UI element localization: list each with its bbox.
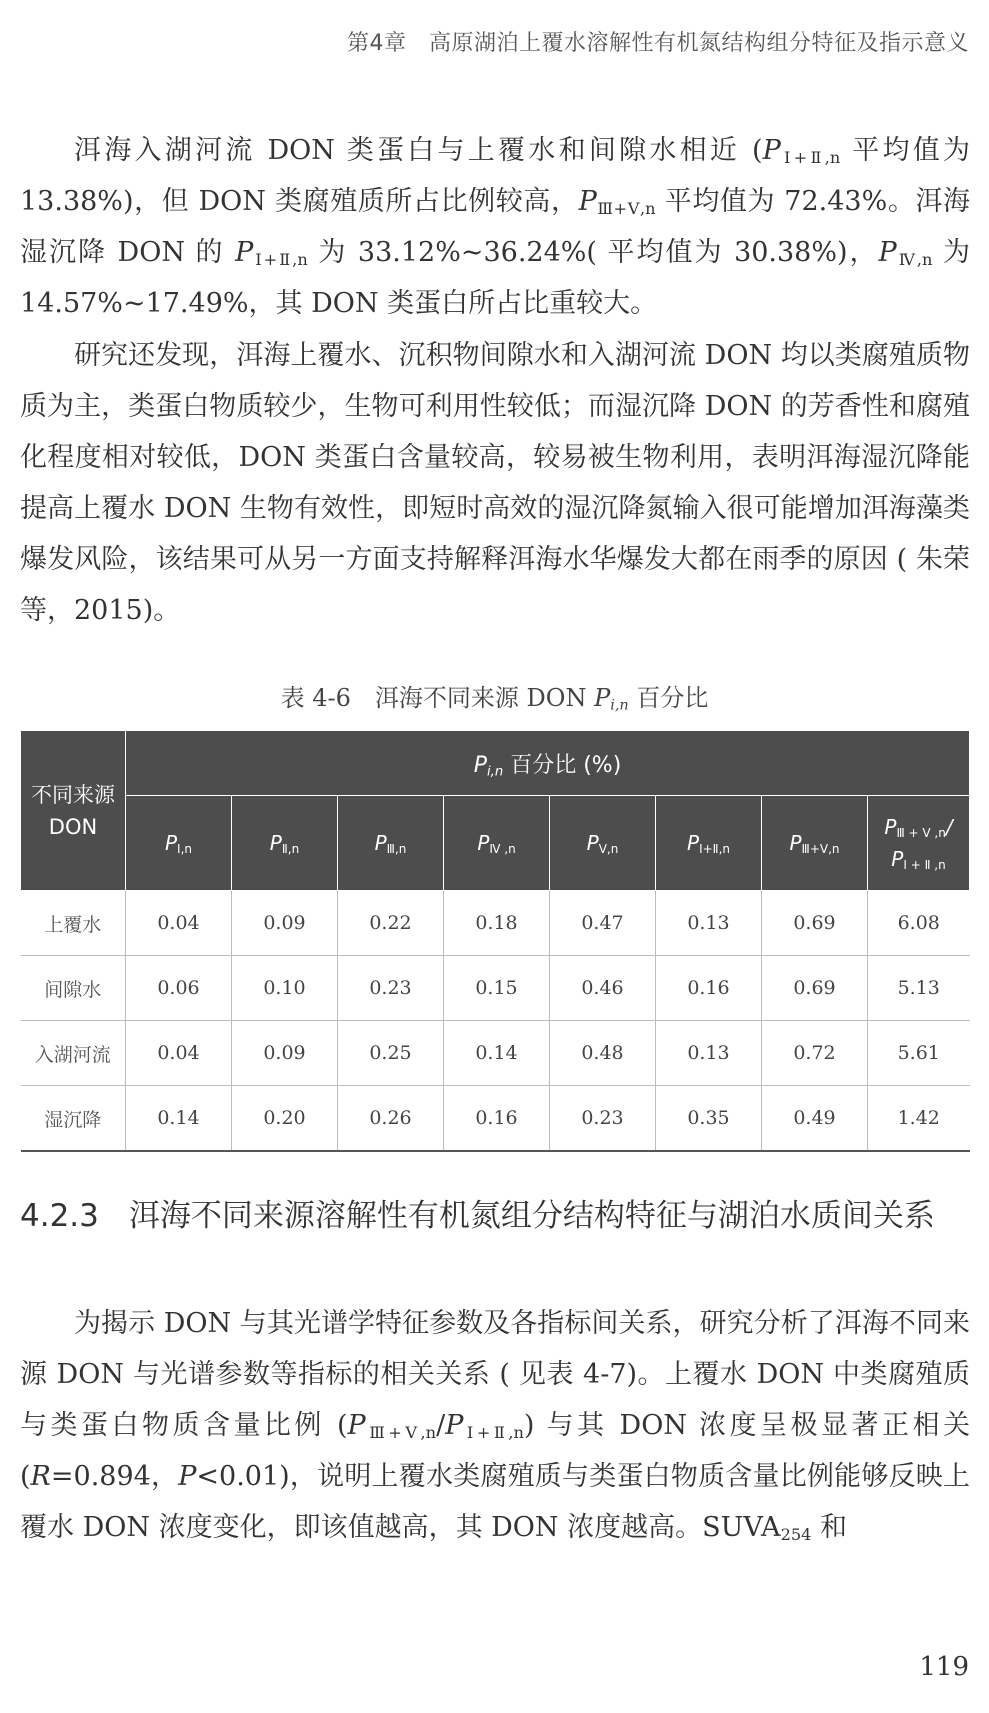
running-head: 第4章 高原湖泊上覆水溶解性有机氮结构组分特征及指示意义	[347, 31, 969, 56]
value-cell: 0.69	[762, 891, 868, 956]
col-header: $P_{Ⅲ+Ⅴ,n}$	[762, 796, 868, 891]
paragraph-3: 为揭示 DON 与其光谱学特征参数及各指标间关系，研究分析了洱海不同来源 DON 与光谱参数等指标的相关关系 ( 见表 4-7)。上覆水 DON 中类腐殖质与类蛋白物质含量比例 $(P_{Ⅲ+Ⅴ,n}/P_{Ⅰ+Ⅱ,n})$ 与其 DON 浓度呈极显著正相关 (R=0.894，P<0.01)，说明上覆水类腐殖质与类蛋白物质含量比例能够反映上覆水 DON 浓度变化，即该值越高，其 DON 浓度越高。$SUVA_{254}$ 和	[20, 1308, 970, 1545]
group-header: $P_{i,n}$ 百分比 (%)	[126, 731, 970, 796]
source-cell: 上覆水	[21, 891, 126, 956]
value-cell: 0.13	[656, 1021, 762, 1086]
table-caption: 表 4-6 洱海不同来源 DON $P_{i,n}$ 百分比	[280, 684, 709, 714]
value-cell: 5.61	[868, 1021, 970, 1086]
value-cell: 0.14	[444, 1021, 550, 1086]
value-cell: 0.35	[656, 1086, 762, 1152]
col-header: $P_{Ⅰ,n}$	[126, 796, 232, 891]
value-cell: 0.20	[232, 1086, 338, 1152]
paragraph-1: 洱海入湖河流 DON 类蛋白与上覆水和间隙水相近 ($P_{Ⅰ+Ⅱ,n}$ 平均值为 13.38%)，但 DON 类腐殖质所占比例较高，$P_{Ⅲ+Ⅴ,n}$ 平均值为 72.43%。洱海湿沉降 DON 的 $P_{Ⅰ+Ⅱ,n}$ 为 33.12%~36.24%( 平均值为 30.38%)，$P_{Ⅳ,n}$ 为 14.57%~17.49%，其 DON 类蛋白所占比重较大。	[20, 135, 971, 319]
value-cell: 5.13	[868, 956, 970, 1021]
col-header: $P_{Ⅳ ,n}$	[444, 796, 550, 891]
source-cell: 间隙水	[21, 956, 126, 1021]
value-cell: 0.22	[338, 891, 444, 956]
value-cell: 0.26	[338, 1086, 444, 1152]
value-cell: 0.16	[656, 956, 762, 1021]
col-header: $P_{Ⅱ,n}$	[232, 796, 338, 891]
percentage-table	[20, 730, 970, 1152]
table-row	[21, 1086, 970, 1152]
section-heading: 4.2.3 洱海不同来源溶解性有机氮组分结构特征与湖泊水质间关系	[20, 1198, 935, 1234]
source-cell: 湿沉降	[21, 1086, 126, 1152]
value-cell: 0.25	[338, 1021, 444, 1086]
value-cell: 0.48	[550, 1021, 656, 1086]
row-header: 不同来源 DON	[21, 731, 126, 891]
ratio-col-header: $P_{Ⅲ + Ⅴ ,n}/$ $P_{Ⅰ + Ⅱ ,n}$	[868, 796, 970, 891]
value-cell: 0.09	[232, 1021, 338, 1086]
value-cell: 0.72	[762, 1021, 868, 1086]
value-cell: 0.14	[126, 1086, 232, 1152]
value-cell: 0.49	[762, 1086, 868, 1152]
value-cell: 1.42	[868, 1086, 970, 1152]
value-cell: 0.18	[444, 891, 550, 956]
col-header: $P_{Ⅰ+Ⅱ,n}$	[656, 796, 762, 891]
value-cell: 0.10	[232, 956, 338, 1021]
value-cell: 0.04	[126, 891, 232, 956]
col-header: $P_{Ⅲ,n}$	[338, 796, 444, 891]
page-number: 119	[919, 1652, 969, 1682]
table-row	[21, 956, 970, 1021]
table-row	[21, 1021, 970, 1086]
value-cell: 0.04	[126, 1021, 232, 1086]
value-cell: 0.16	[444, 1086, 550, 1152]
value-cell: 0.06	[126, 956, 232, 1021]
value-cell: 0.69	[762, 956, 868, 1021]
value-cell: 0.47	[550, 891, 656, 956]
source-cell: 入湖河流	[21, 1021, 126, 1086]
value-cell: 0.13	[656, 891, 762, 956]
value-cell: 0.23	[550, 1086, 656, 1152]
value-cell: 6.08	[868, 891, 970, 956]
value-cell: 0.46	[550, 956, 656, 1021]
table-row	[21, 891, 970, 956]
value-cell: 0.15	[444, 956, 550, 1021]
paragraph-2: 研究还发现，洱海上覆水、沉积物间隙水和入湖河流 DON 均以类腐殖质物质为主，类蛋白物质较少，生物可利用性较低；而湿沉降 DON 的芳香性和腐殖化程度相对较低，DON 类蛋白含量较高，较易被生物利用，表明洱海湿沉降能提高上覆水 DON 生物有效性，即短时高效的湿沉降氮输入很可能增加洱海藻类爆发风险，该结果可从另一方面支持解释洱海水华爆发大都在雨季的原因 ( 朱荣等，2015)。	[20, 340, 970, 626]
value-cell: 0.23	[338, 956, 444, 1021]
value-cell: 0.09	[232, 891, 338, 956]
col-header: $P_{Ⅴ,n}$	[550, 796, 656, 891]
